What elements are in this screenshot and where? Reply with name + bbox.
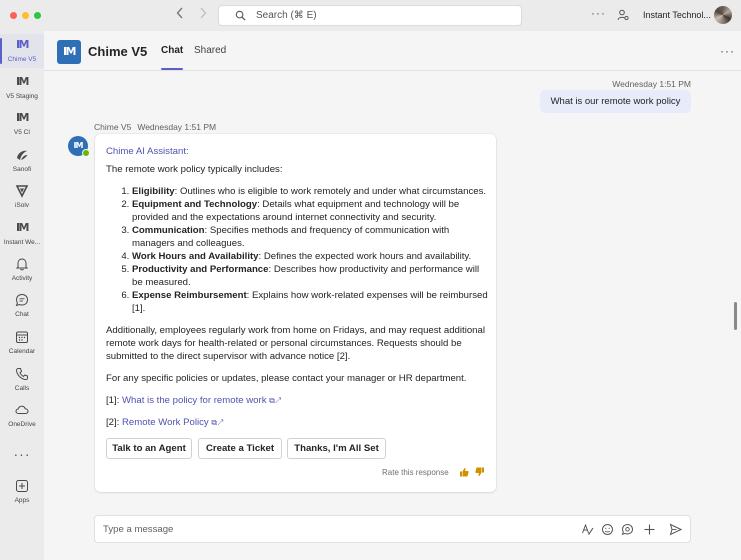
rail-item-instant-we[interactable] [0,217,44,251]
cloud-icon [15,403,29,417]
rail-item-label: Calendar [8,348,36,355]
reference-2: [2]: Remote Work Policy ⧉↗ [106,417,224,428]
all-set-button[interactable]: Thanks, I'm All Set [287,438,386,459]
isolv-icon [15,184,29,198]
list-item: 6. Expense Reimbursement: Explains how work-related expenses will be reimbursed [1]. [132,289,488,315]
rail-item-label: V5 Staging [6,93,38,100]
talk-to-agent-button[interactable]: Talk to an Agent [106,438,192,459]
create-ticket-button[interactable]: Create a Ticket [198,438,282,459]
rail-item-label: OneDrive [8,421,36,428]
more-options-icon[interactable]: ··· [591,6,606,20]
emoji-icon[interactable] [601,523,614,536]
reference-link[interactable]: What is the policy for remote work [122,395,267,406]
im-logo-icon: IM [15,38,29,51]
contact-paragraph: For any specific policies or updates, please contact your manager or HR department. [106,373,467,384]
list-item: 5. Productivity and Performance: Describes how productivity and performance will be measured. [132,263,488,289]
back-arrow-icon[interactable] [176,7,184,23]
format-icon[interactable] [581,523,594,536]
main-panel [44,31,741,560]
rate-label: Rate this response [382,468,449,477]
external-link-icon[interactable]: ⧉↗ [269,396,282,405]
more-apps-icon[interactable]: ··· [13,446,31,462]
policy-list [132,185,488,315]
im-logo-icon: IM [15,111,29,124]
message-composer[interactable] [94,515,691,543]
rail-item-label: Sanofi [12,166,32,173]
thumbs-down-icon[interactable] [475,467,485,477]
tab-shared[interactable]: Shared [194,45,227,56]
app-rail [0,31,44,560]
reference-link[interactable]: Remote Work Policy [122,417,209,428]
bot-avatar[interactable]: IM [68,136,88,156]
online-status-badge [82,149,90,157]
forward-arrow-icon[interactable] [199,7,207,23]
thumbs-up-icon[interactable] [459,467,469,477]
org-name[interactable]: Instant Technol... [643,10,711,20]
rail-item-label: V5 CI [13,129,31,136]
rail-item-v5-ci[interactable] [0,107,44,141]
rail-item-chime-v5[interactable] [0,34,44,68]
chat-icon [15,293,29,307]
page-title: Chime V5 [88,44,148,59]
rail-item-chat[interactable] [0,289,44,323]
list-item: 4. Work Hours and Availability: Defines the expected work hours and availability. [132,250,488,263]
search-icon [235,10,246,21]
external-link-icon[interactable]: ⧉↗ [211,418,224,427]
im-logo-icon: IM [15,75,29,88]
list-item: 3. Communication: Specifies methods and frequency of communication with managers and colleagues. [132,224,488,250]
send-icon[interactable] [669,523,682,536]
title-bar [0,0,741,31]
bell-icon [15,257,29,271]
phone-icon [15,367,29,381]
message-timestamp: Wednesday 1:51 PM [137,122,217,132]
im-logo-icon: IM [15,221,29,234]
bot-message-meta [94,122,222,132]
apps-icon [15,479,29,493]
sanofi-icon [15,148,29,162]
rail-item-label: Calls [14,385,30,392]
rail-item-onedrive[interactable] [0,399,44,433]
person-settings-icon[interactable] [617,9,629,21]
rail-item-activity[interactable] [0,253,44,287]
rail-item-calls[interactable] [0,363,44,397]
additional-paragraph: Additionally, employees regularly work from home on Fridays, and may request additional remote work days for health-related or personal circumstances. Requests should be submitted to the direct supervisor with advance notice [2]. [106,325,485,362]
chat-header [44,31,741,71]
rail-item-apps[interactable] [0,475,44,509]
rail-item-label: Instant We... [3,239,41,246]
rail-item-calendar[interactable] [0,326,44,360]
rail-item-label: iSolv [14,202,30,209]
message-input[interactable]: Type a message [103,524,174,535]
rail-item-label: Activity [11,275,33,282]
close-window-button[interactable] [10,12,17,19]
rail-item-label: Chat [15,311,29,318]
user-message-bubble[interactable]: What is our remote work policy [540,90,691,113]
maximize-window-button[interactable] [34,12,41,19]
minimize-window-button[interactable] [22,12,29,19]
sender-name: Chime V5 [94,122,132,132]
search-input[interactable] [218,5,522,26]
rail-item-label: Apps [14,497,30,504]
loop-icon[interactable] [621,523,634,536]
rail-item-label: Chime V5 [7,56,37,63]
bot-message-card [95,134,496,492]
list-item: 2. Equipment and Technology: Details what equipment and technology will be provided and the expectations around internet connectivity and security. [132,198,488,224]
search-placeholder: Search (⌘ E) [256,10,317,21]
policy-intro: The remote work policy typically includes: [106,164,283,175]
add-icon[interactable] [643,523,656,536]
reference-1: [1]: What is the policy for remote work ⧉↗ [106,395,282,406]
more-options-icon[interactable]: ··· [720,44,735,58]
rail-item-sanofi[interactable] [0,144,44,178]
message-timestamp: Wednesday 1:51 PM [612,79,691,89]
tab-chat[interactable]: Chat [161,45,184,56]
rail-item-isolv[interactable] [0,180,44,214]
active-tab-indicator [161,68,183,70]
calendar-icon [15,330,29,344]
assistant-label: Chime AI Assistant: [106,146,189,157]
list-item: 1. Eligibility: Outlines who is eligible to work remotely and under what circumstances. [132,185,488,198]
rail-item-v5-staging[interactable] [0,71,44,105]
scrollbar-thumb[interactable] [734,302,737,330]
chime-logo-icon: IM [57,40,81,64]
user-avatar[interactable] [714,6,732,24]
